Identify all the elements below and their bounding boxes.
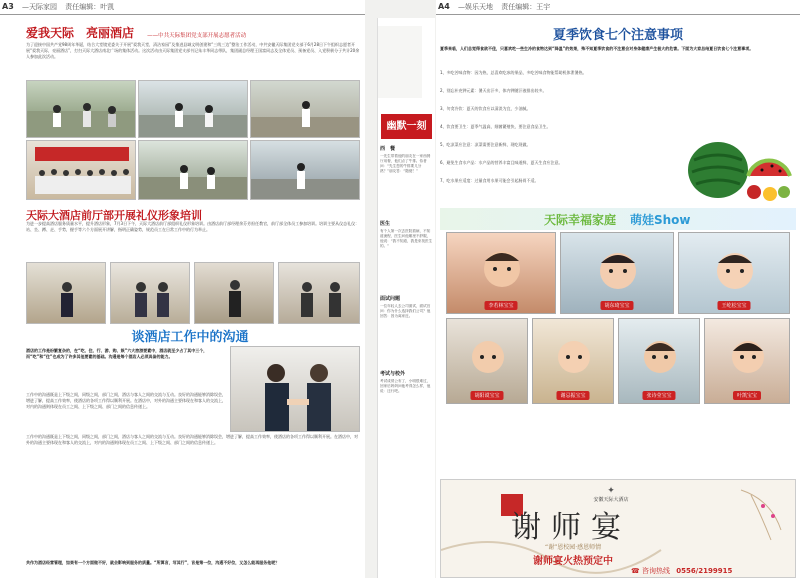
left-editor: 责任编辑：叶凯 xyxy=(65,3,115,11)
article1-subtitle: ——中共天际集团党支部开展志愿者活动 xyxy=(147,33,247,39)
ad-slogan: “谢”恩校园·感恩师情 xyxy=(545,544,602,551)
r-item-4: 4、饮食要卫生：夏季气温高，细菌繁殖快，要注意食品卫生。 xyxy=(440,124,551,129)
photo-volunteers-2 xyxy=(138,80,248,138)
kid-name-7: 叶凯宝宝 xyxy=(733,391,761,400)
photo-training-4 xyxy=(278,262,360,324)
kids-show-title-a: 天际幸福家庭 xyxy=(544,213,617,227)
right-page-label: —娱乐天地 xyxy=(458,3,493,11)
r-item-5: 5、吃凉菜应注意：凉菜需要注意新鲜，现吃现做。 xyxy=(440,142,531,147)
joke-1-heading: 西 餐 xyxy=(380,146,396,152)
kid-name-6: 张诗莹宝宝 xyxy=(642,391,675,400)
article1-title: 爱我天际 亮丽酒店 xyxy=(26,26,135,40)
kids-show-title-b: 萌娃Show xyxy=(630,213,691,227)
photo-volunteers-3 xyxy=(250,80,360,138)
kid-photo-1 xyxy=(446,232,556,314)
joke-2 xyxy=(378,220,435,289)
left-page-number: A3 xyxy=(2,2,14,11)
r-article1-title-row xyxy=(440,24,796,42)
ad-promo: 谢师宴火热预定中 xyxy=(533,556,613,567)
joke-3-heading: 面试问题 xyxy=(380,296,401,302)
article1-photo-grid xyxy=(26,80,360,200)
kid-name-4: 胡阳谟宝宝 xyxy=(470,391,503,400)
article2-title: 天际大酒店前厅部开展礼仪形象培训 xyxy=(26,209,202,222)
hotel-name: 安徽天际大酒店 xyxy=(593,497,629,503)
photo-volunteers-5 xyxy=(138,140,248,200)
kid-name-2: 胡东琦宝宝 xyxy=(600,301,633,310)
article3-body-a: 工作中的沟通既是上下级之间，同级之间，部门之间，酒店与客人之间的交流与互动。良好的沟通能够消除误会，增进了解，提高工作效率，使酒店的各项工作得以顺利开展。在酒店中，对外的沟通主要体现在和客人的交流上，对内的沟通则体现在员工之间、上下级之间、部门之间的信息传递上。 xyxy=(26,392,226,409)
r-item-2: 2、别忘补充钾元素：暑天出汗多，体内钾随汗液排出较多。 xyxy=(440,88,547,93)
kid-name-1: 李若林宝宝 xyxy=(484,301,517,310)
article3-body-b: 工作中的沟通既是上下级之间，同级之间，部门之间，酒店与客人之间的交流与互动。良好的沟通能够消除误会，增进了解，提高工作效率，使酒店的各项工作得以顺利开展。在酒店中，对外的沟通主要体现在和客人的交流上，对内的沟通则体现在员工之间、上下级之间、部门之间的信息传递上。 xyxy=(26,434,358,445)
phone-icon: ☎ xyxy=(631,567,640,575)
joke-4-heading: 考试与校外 xyxy=(380,371,406,377)
kid-name-3: 王屹松宝宝 xyxy=(717,301,750,310)
left-page-label: —天际家园 xyxy=(22,3,57,11)
photo-handshake xyxy=(230,346,360,432)
article1-title-row xyxy=(26,22,356,38)
r-article1-items xyxy=(440,70,680,202)
article3-lead: 酒店的工作是纷繁复杂的，在“吃、住、行、游、购、娱”六大旅游要素中，酒店就至少占了其中三个，而“吃”和“住”也成为了许多其他要素的基础。沟通是每个酒店人必须具备的能力。 xyxy=(26,348,208,359)
article2-photo-row xyxy=(26,262,360,324)
left-page-header xyxy=(0,0,365,15)
ad-hotline xyxy=(631,566,732,576)
photo-volunteers-group xyxy=(26,140,136,200)
kids-show-banner xyxy=(440,208,796,230)
humor-sidebar xyxy=(377,18,435,578)
photo-training-3 xyxy=(194,262,274,324)
kid-name-5: 谢忌振宝宝 xyxy=(556,391,589,400)
r-item-1: 1、多吃苦味食物：因为热，总喜欢吃冰的果品，多吃苦味食物能帮助机体泄暑热。 xyxy=(440,70,587,75)
article2-title-row xyxy=(26,204,356,222)
joke-1 xyxy=(378,145,435,214)
article3-title-row xyxy=(60,326,320,344)
joke-2-heading: 医生 xyxy=(380,221,391,227)
ad-hotline-number: 0556/2199915 xyxy=(676,567,733,575)
sidebar-ornament xyxy=(378,26,422,98)
r-item-3: 3、勿贪冷饮：夏天的饮食应以清淡为宜，少油腻。 xyxy=(440,106,531,111)
hotel-logo: ✦ 安徽天际大酒店 xyxy=(581,486,641,503)
article3-title: 谈酒店工作中的沟通 xyxy=(131,330,249,345)
kid-photo-3 xyxy=(678,232,790,314)
r-item-7: 7、吃水果应适度：过量食用水果可能会引起肠胃不适。 xyxy=(440,178,539,183)
photo-training-1 xyxy=(26,262,106,324)
article3-closing: 共作为酒店经营管理，如果有一个方面做不好，就会影响到服务的质量。“所算言，写其行”，言是第一位，沟通不好位，又怎么能再服务他呢？ xyxy=(26,560,280,565)
right-page-header xyxy=(436,0,800,15)
fruit-illustration xyxy=(684,130,796,202)
kid-photo-5 xyxy=(532,318,614,404)
photo-volunteers-1 xyxy=(26,80,136,138)
r-item-6: 6、避免生食水产品：水产品的营养丰富且味道鲜，夏天生食应注意。 xyxy=(440,160,563,165)
joke-3-text: 一位年轻人去公司面试，面试官问：你为什么选择我们公司？他回答：因为离家近。 xyxy=(380,304,431,318)
right-page-number: A4 xyxy=(438,2,450,11)
joke-1-text: 一先生带着他的朋友在一家西餐厅用餐，他们点了牛排。侍者问：“先生您的牛排要几分熟？”朋友答：“随便！” xyxy=(380,154,431,173)
kid-photo-6 xyxy=(618,318,700,404)
photo-training-2 xyxy=(110,262,190,324)
joke-3 xyxy=(378,295,435,364)
kid-photo-7 xyxy=(704,318,790,404)
joke-4 xyxy=(378,370,435,439)
joke-4-text: 考试成绩公布了，小明很难过，回家后妈妈问他考得怎么样，他说：还行吧。 xyxy=(380,379,431,393)
thank-teacher-banquet-ad xyxy=(440,479,796,578)
r-article1-title: 夏季饮食七个注意事项 xyxy=(552,28,683,43)
kids-photo-grid xyxy=(440,232,796,476)
kid-photo-2 xyxy=(560,232,674,314)
joke-2-text: 有个人第一次去医院看病，不知道流程，医生问他哪里不舒服，他说：“我不知道，我是来找医生的。” xyxy=(380,229,433,248)
ad-brand: 谢师宴 xyxy=(511,510,631,545)
kid-photo-4 xyxy=(446,318,528,404)
photo-volunteers-6 xyxy=(250,140,360,200)
ad-hotline-label: 咨询热线 xyxy=(641,567,670,575)
r-article1-lead: 夏季来临，人们总觉得食欲不佳，只喜欢吃一些生冷的食物达到“降温”的效果，殊不知夏季饮食的不注意会对身体健康产生极大的危害。下面为大家总结夏日饮食七个注意事项。 xyxy=(440,46,754,51)
right-editor: 责任编辑：王宇 xyxy=(501,3,551,11)
left-page xyxy=(0,0,365,578)
article1-body: 为了迎接中国共产党98周年华诞，结合大堂镜党委关于开展“爱我天堂，清洁家园”及推进县域文明创建和“三线三边”整治工作活动，中共安徽天际集团党支部于6月28日下午组织志愿者开展“爱我天际，亮丽酒店”，打扫天际大酒店南北广场的集体活动。这次活动由天际集团党支部书记朱丰华同志带队，集团副总经理王国富同志及全体党员、预备党员、入党积极分子共计20余人参加此次活动。 xyxy=(26,42,360,59)
article2-body: 为进一步提高酒店服务质量水平，提升酒店形象，7月3日下午，天际大酒店前厅部组织礼仪形象培训。由酒店前厅部经理余芬芳担任教官，前厅部全体员工参加培训。培训主要从仪态礼仪：站、坐、蹲、走、手势，握手等六个方面展开讲解，指明正确姿势，规范员工在日常工作中的行为举止。 xyxy=(26,221,360,232)
humor-sidebar-title: 幽默一刻 xyxy=(381,114,432,139)
